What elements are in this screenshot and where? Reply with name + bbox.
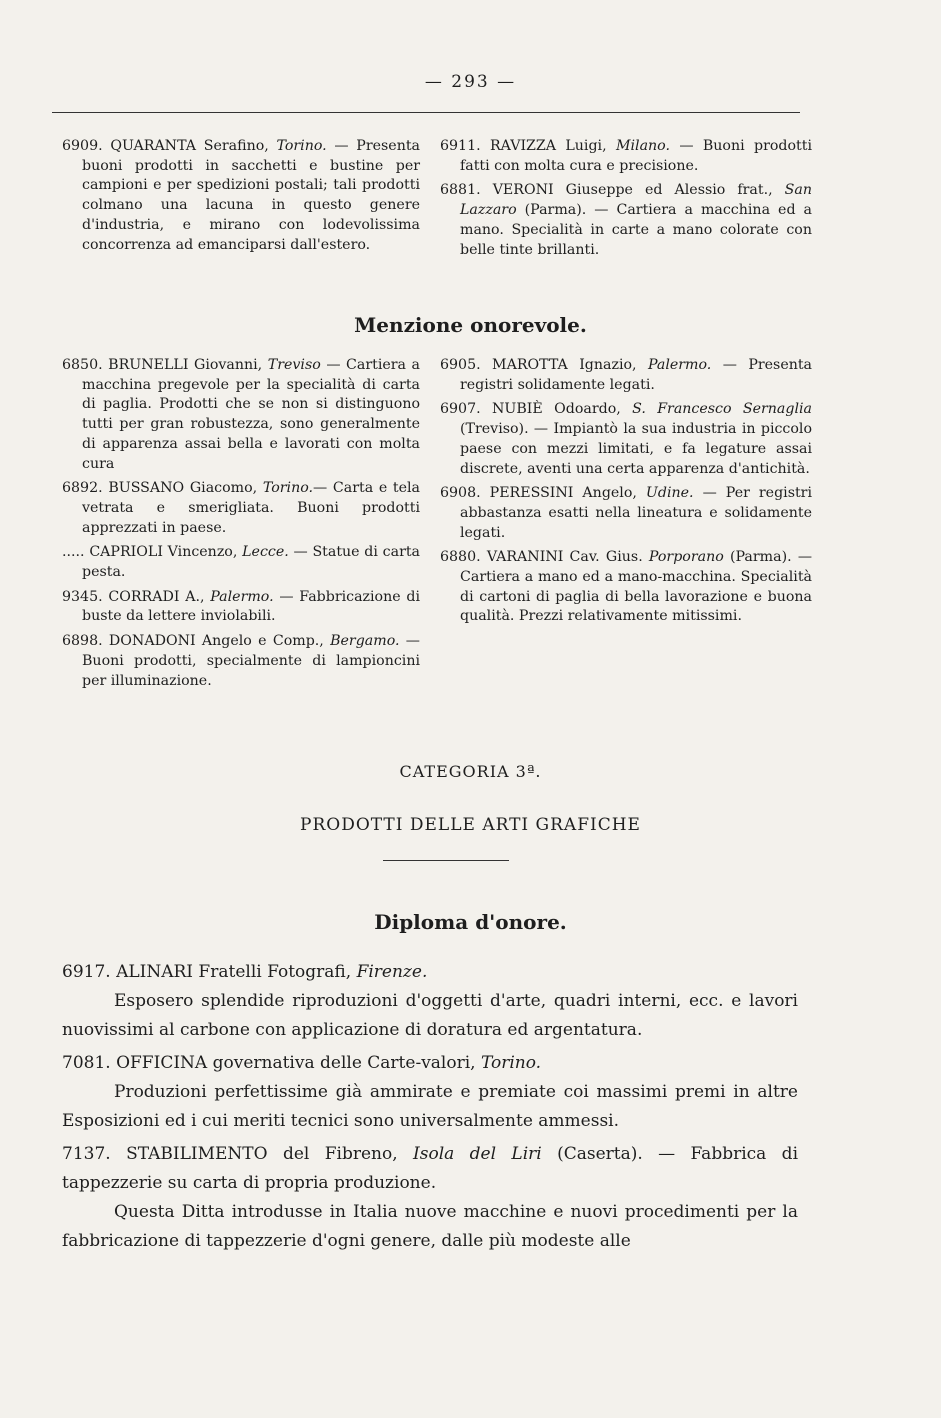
entry-name: STABILIMENTO del Fibreno, (126, 1144, 398, 1164)
entry-name: MAROTTA Ignazio, (492, 357, 637, 373)
entry-place: San Lazzaro (460, 182, 812, 219)
entry-7137-body: Questa Ditta introdusse in Italia nuove macchine e nuovi procedimenti per la fabbricazione di tappezzerie d'ogni genere, dalle più modeste alle (62, 1202, 798, 1251)
entry-number: 9345. (62, 588, 103, 605)
entry-number: 6908. (440, 485, 481, 502)
entry-number: ..... (62, 544, 85, 561)
entry-6907 (440, 400, 812, 479)
page-number: — 293 — (424, 72, 517, 92)
entry-number: 6881. (440, 182, 481, 199)
entry-7137-head (62, 1140, 798, 1198)
entry-name: VARANINI Cav. Gius. (486, 549, 643, 566)
entry-text: — Cartiera a macchina pregevole per la specialità di carta di paglia. Prodotti che se non si distinguono tutti per gran robustezza, sono generalmente di apparenza assai bella e lavorati con molta cura (82, 357, 420, 472)
entry-name: VERONI Giuseppe ed Alessio frat., (492, 182, 773, 199)
entry-6911 (440, 137, 812, 176)
menzione-right-column (440, 356, 812, 632)
entry-number: 6907. (440, 401, 481, 418)
entry-place: S. Francesco Sernaglia (632, 401, 813, 418)
entry-place: Milano. (615, 138, 670, 154)
diploma-section (62, 958, 798, 1256)
entry-place: Palermo. (210, 588, 274, 605)
diploma-heading: Diploma d'onore. (374, 910, 567, 934)
entry-place: Firenze. (356, 962, 428, 982)
entry-6892 (62, 479, 420, 538)
entry-name: BUSSANO Giacomo, (108, 480, 258, 497)
entry-name: ALINARI Fratelli Fotografi, (116, 962, 352, 982)
entry-name: DONADONI Angelo e Comp., (108, 633, 324, 650)
header-rule (52, 112, 800, 113)
entry-text: (Parma). — Cartiera a mano ed a mano-macchina. Specialità di cartoni di paglia di bella lavorazione e buona qualità. Prezzi relativamente mitissimi. (460, 549, 813, 625)
entry-number: 6892. (62, 480, 103, 497)
entry-name: CAPRIOLI Vincenzo, (89, 544, 238, 561)
entry-name: PERESSINI Angelo, (489, 485, 637, 502)
entry-text: (Parma). — Cartiera a macchina ed a mano. Specialità in carte a mano colorate con belle tinte brillanti. (460, 202, 812, 258)
entry-place: Palermo. (647, 357, 712, 373)
entry-6917-body: Esposero splendide riproduzioni d'oggetti d'arte, quadri interni, ecc. e lavori nuovissimi al carbone con applicazione di doratura ed argentatura. (62, 991, 798, 1040)
entry-place: Bergamo. (330, 633, 400, 650)
category-title: PRODOTTI DELLE ARTI GRAFICHE (300, 815, 641, 835)
entry-name: OFFICINA governativa delle Carte-valori, (116, 1053, 476, 1073)
entry-place: Torino. (276, 138, 327, 154)
entry-caprioli (62, 543, 420, 582)
entry-after: (Caserta). — Fabbrica di tappezzerie su carta di propria produzione. (62, 1144, 799, 1193)
section-rule (383, 860, 509, 861)
entry-name: RAVIZZA Luigi, (489, 138, 607, 154)
entry-number: 7081. (62, 1053, 111, 1073)
entry-6881 (440, 181, 812, 260)
entry-6898 (62, 632, 420, 691)
entry-6909 (62, 137, 420, 255)
entry-number: 6909. (62, 138, 103, 154)
entry-text: — Buoni prodotti, specialmente di lampioncini per illuminazione. (82, 633, 420, 689)
entry-6908 (440, 484, 812, 543)
entry-name: QUARANTA Serafino, (110, 138, 269, 154)
entry-place: Isola del Liri (413, 1144, 542, 1164)
entry-number: 6917. (62, 962, 111, 982)
entry-number: 6898. (62, 633, 103, 650)
entry-number: 7137. (62, 1144, 111, 1164)
entry-text: — Presenta buoni prodotti in sacchetti e bustine per campioni e per spedizioni postali; tali prodotti colmano una lacuna in questo genere d'industria, e mirano con lodevolissima concorrenza ad emanciparsi dall'estero. (82, 138, 421, 253)
entry-text: — Statue di carta pesta. (82, 544, 421, 581)
entry-6850 (62, 356, 420, 474)
entry-place: Treviso (267, 357, 321, 373)
entry-number: 6911. (440, 138, 481, 154)
entry-place: Lecce. (242, 544, 289, 561)
entry-text: — Buoni prodotti fatti con molta cura e precisione. (460, 138, 812, 174)
right-column-top (440, 137, 812, 265)
entry-name: CORRADI A., (108, 588, 205, 605)
entry-name: NUBIÈ Odoardo, (492, 401, 621, 418)
entry-text: — Per registri abbastanza esatti nella lineatura e solidamente legati. (460, 485, 812, 541)
entry-number: 6850. (62, 357, 103, 373)
entry-6917-head (62, 958, 798, 987)
entry-9345 (62, 588, 420, 627)
entry-place: Porporano (648, 549, 724, 566)
entry-text: — Presenta registri solidamente legati. (460, 357, 813, 393)
entry-place: Torino. (262, 480, 314, 497)
entry-text: — Carta e tela vetrata e smerigliata. Buoni prodotti apprezzati in paese. (82, 480, 421, 536)
entry-7081-body: Produzioni perfettissime già ammirate e premiate coi massimi premi in altre Esposizioni ed i cui meriti tecnici sono universalmente ammessi. (62, 1082, 798, 1131)
menzione-left-column (62, 356, 420, 696)
menzione-heading: Menzione onorevole. (354, 313, 587, 337)
entry-place: Torino. (480, 1053, 542, 1073)
entry-number: 6905. (440, 357, 481, 373)
entry-place: Udine. (645, 485, 694, 502)
entry-7081-head (62, 1049, 798, 1078)
entry-text: (Treviso). — Impiantò la sua industria in piccolo paese con mezzi limitati, e fa legature assai discrete, aventi una certa apparenza d'antichità. (460, 421, 812, 477)
left-column-top (62, 137, 420, 260)
entry-6905 (440, 356, 812, 395)
category-label: CATEGORIA 3ª. (399, 762, 542, 781)
entry-number: 6880. (440, 549, 481, 566)
entry-text: — Fabbricazione di buste da lettere inviolabili. (82, 588, 421, 625)
entry-6880 (440, 548, 812, 627)
entry-name: BRUNELLI Giovanni, (108, 357, 263, 373)
